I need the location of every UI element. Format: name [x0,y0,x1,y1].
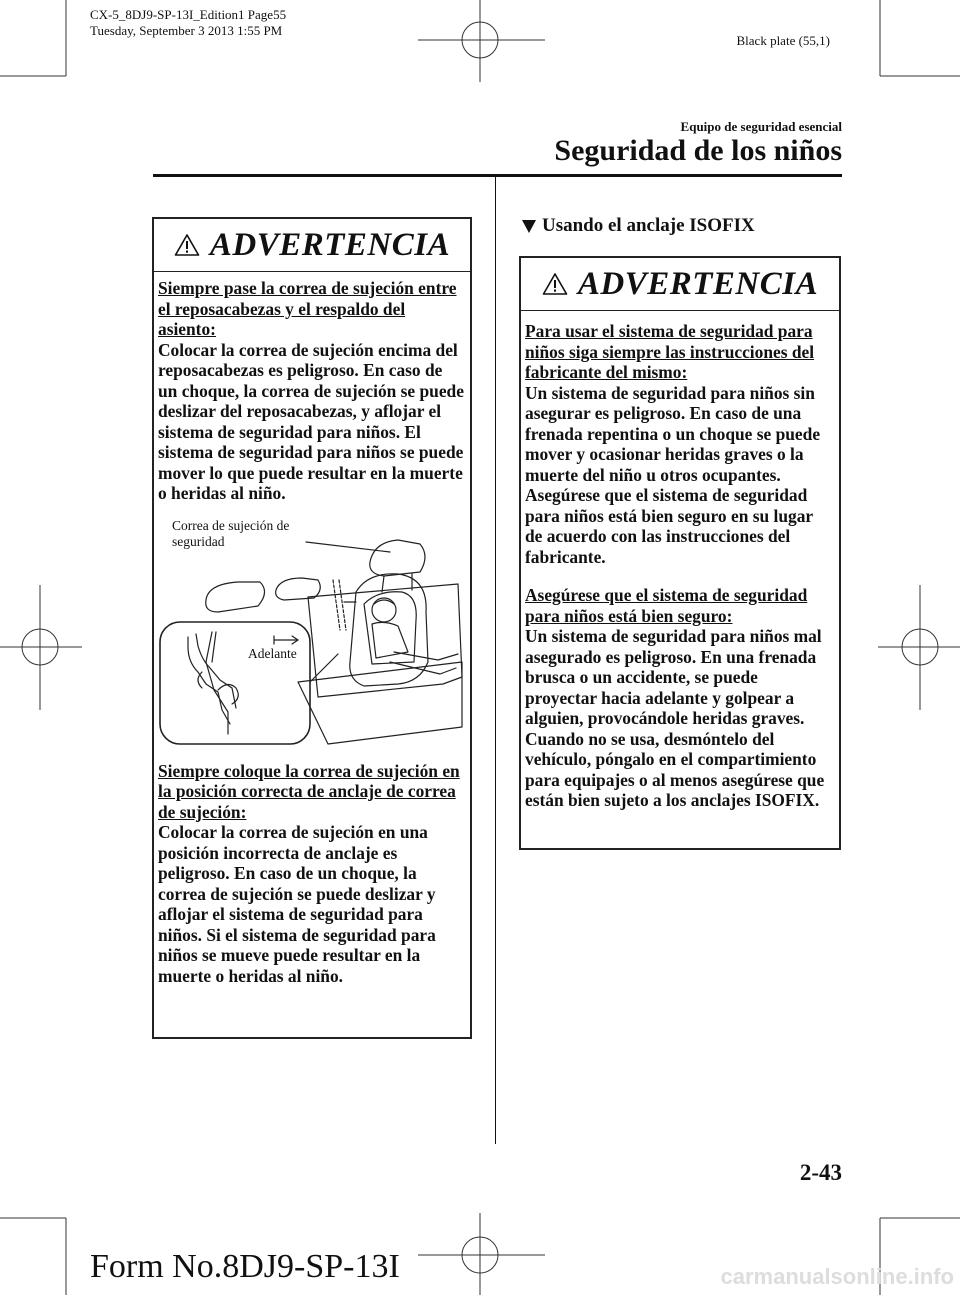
column-separator [495,176,496,1144]
warning-title: ADVERTENCIA [209,226,451,263]
right-warning-box [519,256,841,850]
print-info [90,7,286,39]
warning-header [154,219,470,272]
isofix-subheading [522,215,755,237]
strap-label: Correa de sujeción de seguridad [172,517,290,549]
warning-subheading: Siempre coloque la correa de sujeción en la posición correcta de anclaje de correa de sujeción: [158,760,460,822]
print-info-file: CX-5_8DJ9-SP-13I_Edition1 Page55 [90,7,287,22]
plate-label: Black plate (55,1) [736,33,830,48]
warning-body [154,272,470,986]
left-warning-box [152,217,472,1039]
warning-triangle-icon [542,272,568,296]
warning-text: Colocar la correa de sujeción encima del reposacabezas es peligroso. En caso de un choque, la correa de sujeción se puede deslizar del reposacabezas, y aflojar el sistema de seguridad para niños. El sistema de seguridad para niños se puede mover lo que puede resultar en la muerte o heridas al niño. [158,339,464,503]
watermark: carmanualsonline.info [720,1264,954,1289]
header-rule [153,174,842,177]
warning-header [521,258,839,311]
isofix-subheading-text: Usando el anclaje ISOFIX [542,215,755,236]
warning-text: Colocar la correa de sujeción en una posición incorrecta de anclaje es peligroso. En caso de un choque, la correa de sujeción se puede deslizar y aflojar el sistema de seguridad para niños. Si el sistema de seguridad para niños se mueve puede resultar en la muerte o heridas al niño. [158,822,436,986]
form-number: Form No.8DJ9-SP-13I [90,1248,400,1285]
warning-triangle-icon [174,233,200,257]
triangle-bullet-icon [522,220,536,233]
section-small-title: Equipo de seguridad esencial [680,119,842,134]
warning-title: ADVERTENCIA [577,265,819,302]
print-info-date: Tuesday, September 3 2013 1:55 PM [90,23,283,38]
section-title: Seguridad de los niños [554,134,842,167]
child-seat-illustration [158,512,464,747]
warning-subheading: Siempre pase la correa de sujeción entre el reposacabezas y el respaldo del asiento: [158,278,457,339]
paragraph-gap [525,567,833,585]
warning-subheading: Para usar el sistema de seguridad para niños siga siempre las instrucciones del fabricante del mismo: [525,321,815,382]
page-number: 2-43 [799,1160,842,1185]
warning-body [521,311,839,811]
warning-text: Un sistema de seguridad para niños mal asegurado es peligroso. En una frenada brusca o un accidente, se puede proyectar hacia adelante y golpear a alguien, provocándole heridas graves. Cuando no se usa, desmóntelo del vehículo, póngalo en el compartimiento para equipajes o al menos asegúrese que están bien sujeto a los anclajes ISOFIX. [525,626,825,810]
warning-text: Un sistema de seguridad para niños sin asegurar es peligroso. En caso de una frenada repentina o un choque se puede mover y ocasionar heridas graves o la muerte del niño u otros ocupantes. Asegúrese que el sistema de seguridad para niños está bien seguro en su lugar de acuerdo con las instrucciones del fabricante. [525,382,821,567]
warning-subheading: Asegúrese que el sistema de seguridad para niños está bien seguro: [525,585,808,626]
forward-label: Adelante [248,645,297,661]
